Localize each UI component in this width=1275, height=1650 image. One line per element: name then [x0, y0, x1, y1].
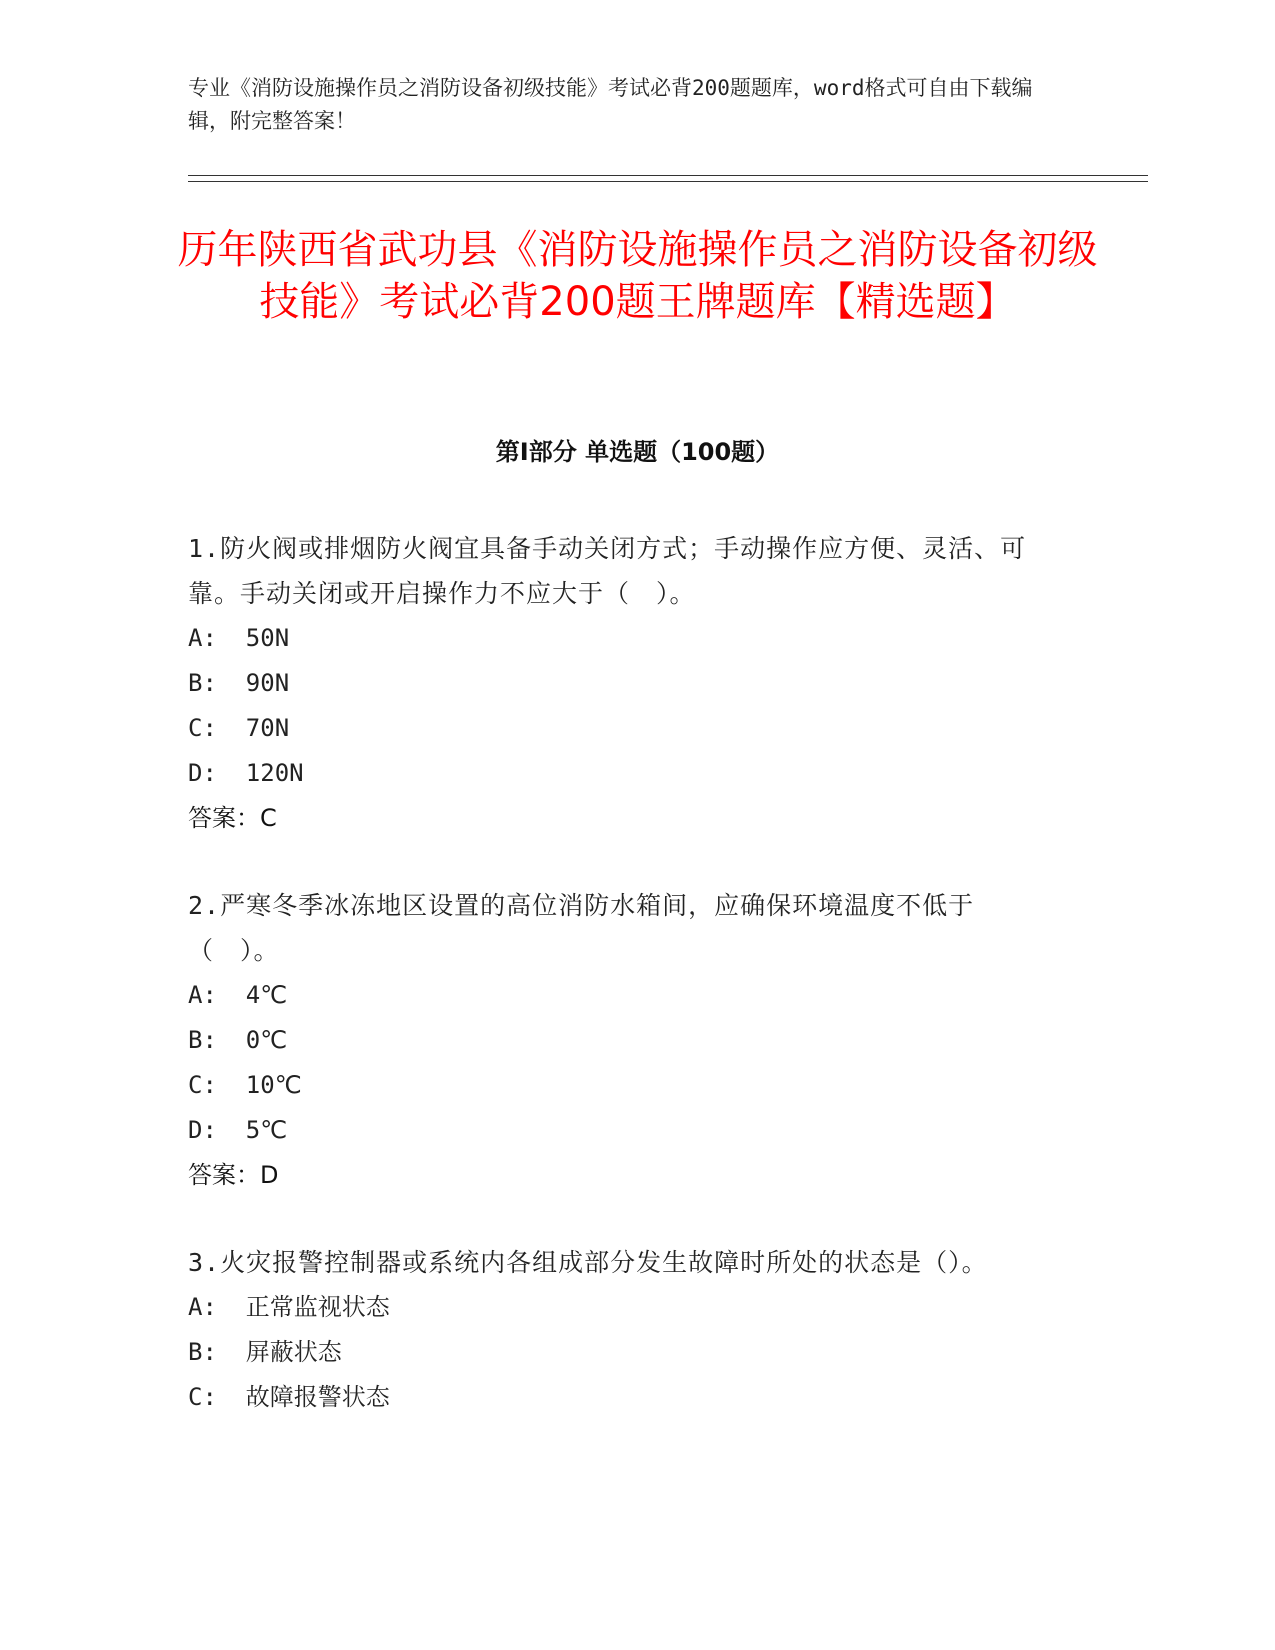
- question-list: [188, 526, 1058, 1462]
- option-c: C: 70N: [188, 714, 290, 742]
- option-d: D: 5℃: [188, 1116, 288, 1144]
- option-b: B: 屏蔽状态: [188, 1338, 342, 1366]
- question-3: [188, 1240, 1058, 1420]
- header-rule-bottom: [188, 181, 1148, 182]
- section-title: 第I部分 单选题（100题）: [495, 438, 780, 466]
- answer: 答案：D: [188, 1161, 279, 1189]
- question-stem: 1.防火阀或排烟防火阀宜具备手动关闭方式；手动操作应方便、灵活、可靠。手动关闭或开启操作力不应大于（ ）。: [188, 534, 1027, 608]
- question-1: [188, 526, 1058, 841]
- document-title: 历年陕西省武功县《消防设施操作员之消防设备初级技能》考试必背200题王牌题库【精选题】: [177, 227, 1098, 325]
- question-2: [188, 883, 1058, 1198]
- header-note: 专业《消防设施操作员之消防设备初级技能》考试必背200题题库，word格式可自由下载编辑，附完整答案！: [188, 76, 1033, 133]
- answer: 答案：C: [188, 804, 277, 832]
- option-b: B: 0℃: [188, 1026, 288, 1054]
- option-c: C: 10℃: [188, 1071, 302, 1099]
- question-stem: 2.严寒冬季冰冻地区设置的高位消防水箱间，应确保环境温度不低于（ ）。: [188, 891, 975, 965]
- option-b: B: 90N: [188, 669, 290, 697]
- option-a: A: 正常监视状态: [188, 1293, 390, 1321]
- option-c: C: 故障报警状态: [188, 1383, 390, 1411]
- option-a: A: 4℃: [188, 981, 288, 1009]
- option-a: A: 50N: [188, 624, 290, 652]
- header-rule-top: [188, 175, 1148, 176]
- option-d: D: 120N: [188, 759, 304, 787]
- question-stem: 3.火灾报警控制器或系统内各组成部分发生故障时所处的状态是（）。: [188, 1248, 988, 1277]
